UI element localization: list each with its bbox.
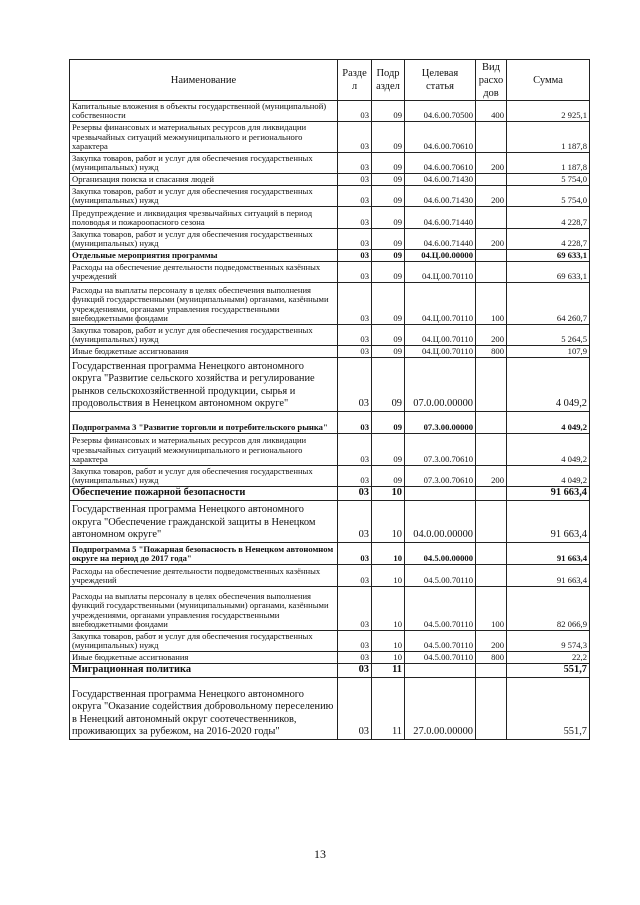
row-razdel: 03 [338,664,372,678]
table-row [70,358,590,412]
row-sum: 64 260,7 [507,283,590,325]
row-podrazdel: 09 [372,186,405,207]
row-target: 04.5.00.70110 [405,587,476,631]
table-row [70,501,590,543]
row-target: 04.6.00.71440 [405,229,476,250]
row-target: 07.0.00.00000 [405,358,476,412]
row-sum: 91 663,4 [507,565,590,587]
row-target: 04.5.00.70110 [405,565,476,587]
table-row [70,207,590,229]
row-razdel: 03 [338,434,372,466]
row-podrazdel: 09 [372,101,405,122]
row-name: Подпрограмма 3 "Развитие торговли и потребительского рынка" [70,412,338,434]
row-sum: 5 754,0 [507,186,590,207]
row-vid: 200 [476,186,507,207]
row-sum: 551,7 [507,678,590,740]
row-razdel: 03 [338,587,372,631]
row-sum: 1 187,8 [507,122,590,153]
table-row [70,346,590,358]
table-row [70,412,590,434]
row-razdel: 03 [338,346,372,358]
row-podrazdel: 09 [372,283,405,325]
row-podrazdel: 09 [372,325,405,346]
row-podrazdel: 09 [372,262,405,283]
row-sum: 5 754,0 [507,174,590,186]
row-name: Капитальные вложения в объекты государственной (муниципальной) собственности [70,101,338,122]
row-sum: 1 187,8 [507,153,590,174]
row-razdel: 03 [338,250,372,262]
row-razdel: 03 [338,325,372,346]
row-razdel: 03 [338,174,372,186]
row-target: 07.3.00.00000 [405,412,476,434]
budget-table [69,59,590,740]
row-podrazdel: 09 [372,412,405,434]
row-vid [476,358,507,412]
row-target: 04.Ц.00.70110 [405,283,476,325]
table-row [70,664,590,678]
row-razdel: 03 [338,186,372,207]
row-vid: 200 [476,631,507,652]
row-razdel: 03 [338,487,372,501]
row-vid: 200 [476,229,507,250]
table-row [70,101,590,122]
row-vid [476,565,507,587]
row-vid: 100 [476,587,507,631]
row-name: Закупка товаров, работ и услуг для обеспечения государственных (муниципальных) нужд [70,229,338,250]
row-podrazdel: 09 [372,229,405,250]
table-row [70,186,590,207]
row-razdel: 03 [338,358,372,412]
row-vid: 200 [476,153,507,174]
row-vid: 200 [476,466,507,487]
row-podrazdel: 11 [372,664,405,678]
row-razdel: 03 [338,412,372,434]
row-razdel: 03 [338,501,372,543]
row-target: 04.6.00.71430 [405,186,476,207]
row-name: Иные бюджетные ассигнования [70,652,338,664]
row-target: 04.Ц.00.70110 [405,325,476,346]
row-vid [476,664,507,678]
row-podrazdel: 10 [372,652,405,664]
row-podrazdel: 09 [372,434,405,466]
row-target: 04.5.00.70110 [405,652,476,664]
header-target: Целевая статья [405,60,476,101]
row-sum: 4 049,2 [507,358,590,412]
row-sum: 69 633,1 [507,250,590,262]
row-sum: 91 663,4 [507,501,590,543]
row-vid: 400 [476,101,507,122]
row-vid [476,174,507,186]
row-target: 04.5.00.70110 [405,631,476,652]
row-vid [476,678,507,740]
row-sum: 91 663,4 [507,543,590,565]
table-row [70,631,590,652]
row-target: 04.Ц.00.70110 [405,346,476,358]
row-name: Предупреждение и ликвидация чрезвычайных ситуаций в период половодья и пожароопасного сезона [70,207,338,229]
row-name: Закупка товаров, работ и услуг для обеспечения государственных (муниципальных) нужд [70,325,338,346]
row-vid: 200 [476,325,507,346]
row-sum: 22,2 [507,652,590,664]
row-razdel: 03 [338,678,372,740]
row-name: Организация поиска и спасания людей [70,174,338,186]
row-name: Закупка товаров, работ и услуг для обеспечения государственных (муниципальных) нужд [70,631,338,652]
row-razdel: 03 [338,466,372,487]
row-razdel: 03 [338,101,372,122]
row-name: Расходы на обеспечение деятельности подведомственных казённых учреждений [70,565,338,587]
table-row [70,283,590,325]
row-razdel: 03 [338,262,372,283]
table-row [70,587,590,631]
row-vid [476,207,507,229]
table-row [70,652,590,664]
row-target: 04.5.00.00000 [405,543,476,565]
row-vid [476,262,507,283]
row-name: Закупка товаров, работ и услуг для обеспечения государственных (муниципальных) нужд [70,466,338,487]
row-name: Подпрограмма 5 "Пожарная безопасность в Ненецком автономном округе на период до 2017 года" [70,543,338,565]
row-name: Обеспечение пожарной безопасности [70,487,338,501]
row-podrazdel: 09 [372,250,405,262]
header-podrazdel: Подр аздел [372,60,405,101]
row-podrazdel: 10 [372,631,405,652]
table-row [70,466,590,487]
row-name: Иные бюджетные ассигнования [70,346,338,358]
table-header-row [70,60,590,101]
table-row [70,565,590,587]
row-vid [476,250,507,262]
row-sum: 82 066,9 [507,587,590,631]
row-target: 04.6.00.70610 [405,122,476,153]
table-row [70,250,590,262]
table-row [70,262,590,283]
row-name: Расходы на выплаты персоналу в целях обеспечения выполнения функций государственными (муниципальными) органами, казёнными учреждениями, органами управления государственными внебюджетными фондами [70,283,338,325]
header-razdel: Разде л [338,60,372,101]
row-sum: 4 228,7 [507,229,590,250]
row-podrazdel: 10 [372,587,405,631]
table-row [70,543,590,565]
row-name: Расходы на обеспечение деятельности подведомственных казённых учреждений [70,262,338,283]
row-name: Государственная программа Ненецкого автономного округа "Развитие сельского хозяйства и регулирование рынков сельскохозяйственной продукции, сырья и продовольствия в Ненецком автономном округе" [70,358,338,412]
row-vid [476,487,507,501]
row-vid: 100 [476,283,507,325]
table-row [70,434,590,466]
row-podrazdel: 10 [372,501,405,543]
row-name: Государственная программа Ненецкого автономного округа "Обеспечение гражданской защиты в Ненецком автономном округе" [70,501,338,543]
row-sum: 9 574,3 [507,631,590,652]
row-name: Расходы на выплаты персоналу в целях обеспечения выполнения функций государственными (муниципальными) органами, казёнными учреждениями, органами управления государственными внебюджетными фондами [70,587,338,631]
row-podrazdel: 10 [372,565,405,587]
row-sum: 4 049,2 [507,412,590,434]
row-target [405,664,476,678]
row-vid [476,434,507,466]
row-name: Закупка товаров, работ и услуг для обеспечения государственных (муниципальных) нужд [70,153,338,174]
row-vid [476,543,507,565]
header-vid: Вид расхо дов [476,60,507,101]
table-row [70,325,590,346]
row-podrazdel: 09 [372,122,405,153]
row-sum: 4 049,2 [507,434,590,466]
row-razdel: 03 [338,283,372,325]
row-name: Резервы финансовых и материальных ресурсов для ликвидации чрезвычайных ситуаций межмуниципального и регионального характера [70,122,338,153]
row-target: 04.6.00.71440 [405,207,476,229]
row-razdel: 03 [338,565,372,587]
table-row [70,487,590,501]
row-podrazdel: 10 [372,543,405,565]
row-target: 04.6.00.70610 [405,153,476,174]
row-razdel: 03 [338,207,372,229]
row-vid [476,501,507,543]
row-podrazdel: 10 [372,487,405,501]
row-target: 04.0.00.00000 [405,501,476,543]
page-number: 13 [314,847,326,861]
row-sum: 5 264,5 [507,325,590,346]
row-target: 27.0.00.00000 [405,678,476,740]
row-podrazdel: 09 [372,466,405,487]
row-target: 07.3.00.70610 [405,466,476,487]
row-sum: 551,7 [507,664,590,678]
table-row [70,153,590,174]
header-name: Наименование [70,60,338,101]
row-sum: 2 925,1 [507,101,590,122]
row-name: Отдельные мероприятия программы [70,250,338,262]
table-row [70,678,590,740]
row-sum: 107,9 [507,346,590,358]
row-podrazdel: 09 [372,153,405,174]
row-razdel: 03 [338,631,372,652]
row-vid [476,412,507,434]
row-target: 04.6.00.70500 [405,101,476,122]
row-podrazdel: 09 [372,346,405,358]
row-razdel: 03 [338,153,372,174]
row-target: 04.6.00.71430 [405,174,476,186]
row-name: Миграционная политика [70,664,338,678]
header-sum: Сумма [507,60,590,101]
row-vid [476,122,507,153]
row-sum: 69 633,1 [507,262,590,283]
table-row [70,174,590,186]
table-row [70,229,590,250]
row-target: 04.Ц.00.00000 [405,250,476,262]
row-vid: 800 [476,346,507,358]
row-sum: 4 049,2 [507,466,590,487]
row-name: Закупка товаров, работ и услуг для обеспечения государственных (муниципальных) нужд [70,186,338,207]
row-podrazdel: 09 [372,207,405,229]
table-row [70,122,590,153]
row-target: 07.3.00.70610 [405,434,476,466]
row-target [405,487,476,501]
row-podrazdel: 09 [372,174,405,186]
row-vid: 800 [476,652,507,664]
row-sum: 91 663,4 [507,487,590,501]
row-name: Государственная программа Ненецкого автономного округа "Оказание содействия добровольному переселению в Ненецкий автономный округ соотечественников, проживающих за рубежом, на 2016-2020 годы" [70,678,338,740]
row-razdel: 03 [338,122,372,153]
row-podrazdel: 11 [372,678,405,740]
row-name: Резервы финансовых и материальных ресурсов для ликвидации чрезвычайных ситуаций межмуниципального и регионального характера [70,434,338,466]
row-razdel: 03 [338,652,372,664]
row-target: 04.Ц.00.70110 [405,262,476,283]
row-podrazdel: 09 [372,358,405,412]
row-razdel: 03 [338,229,372,250]
table-body [70,101,590,740]
row-razdel: 03 [338,543,372,565]
row-sum: 4 228,7 [507,207,590,229]
